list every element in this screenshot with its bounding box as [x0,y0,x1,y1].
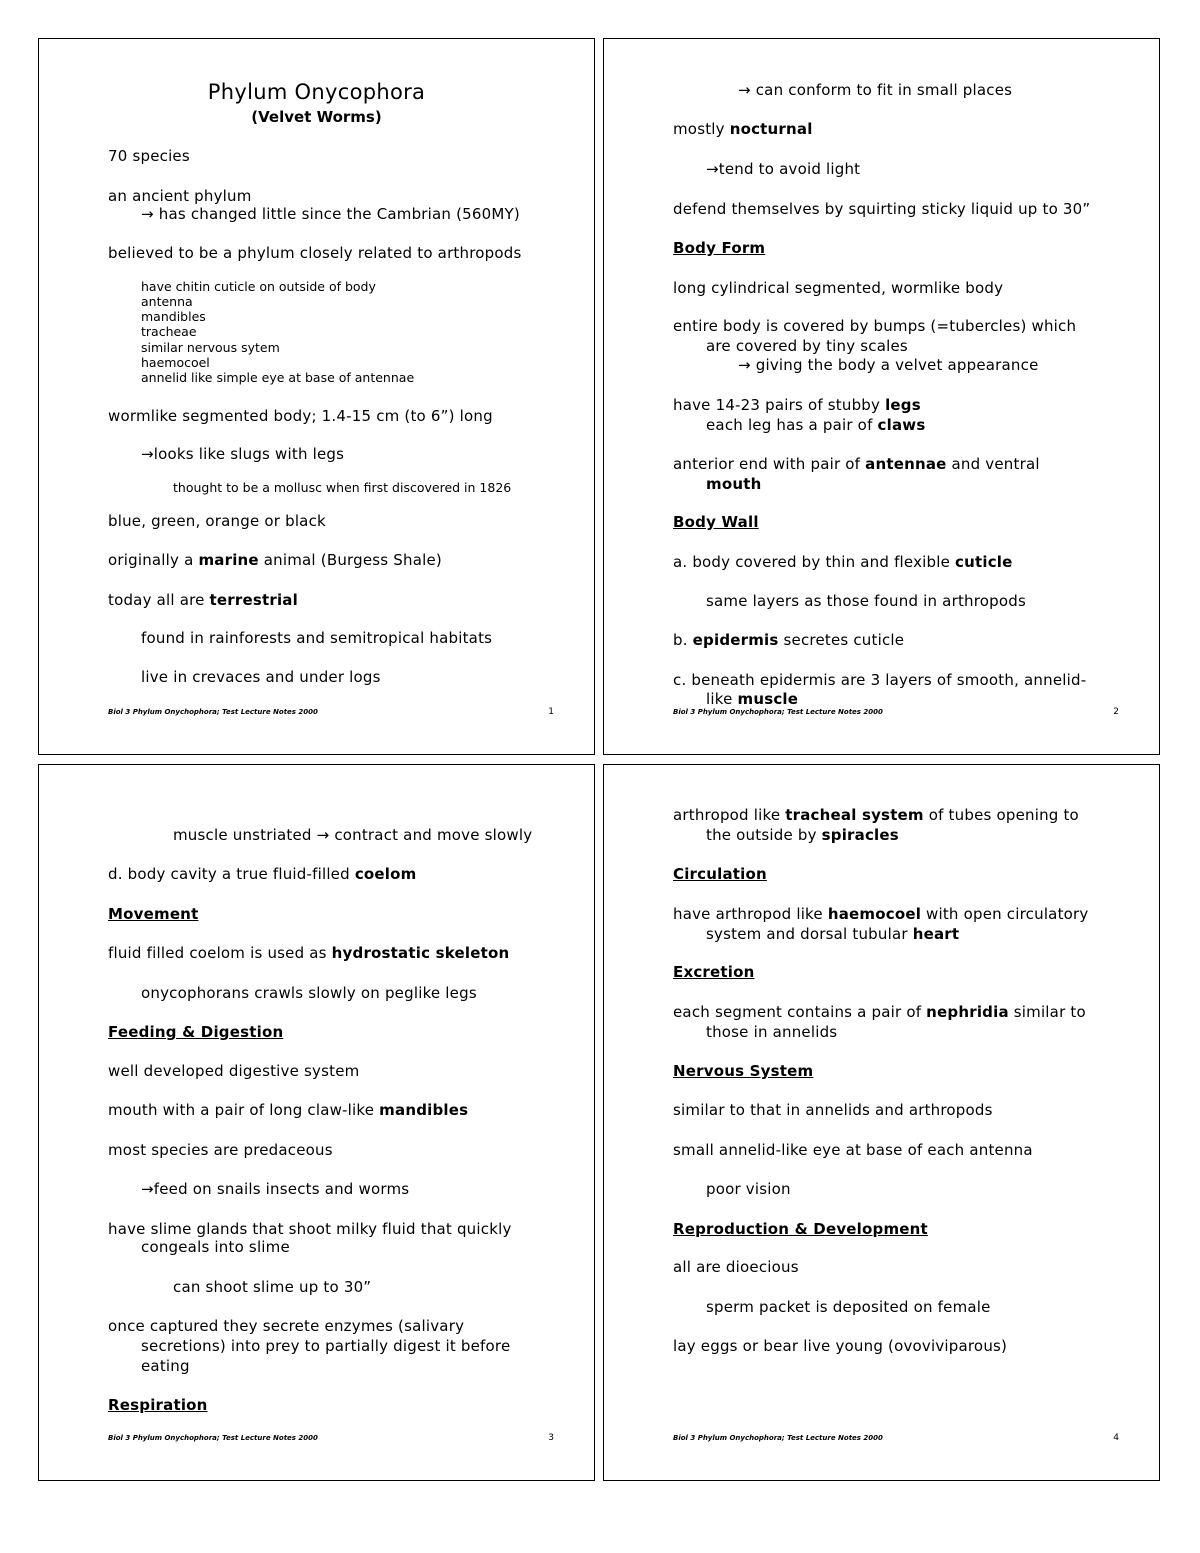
hydrostatic-line: fluid filled coelom is used as hydrostatic skeleton [108,944,510,962]
coelom-line: d. body cavity a true fluid-filled coelom [108,865,417,883]
page-number: 2 [1113,707,1119,717]
trait-item: mandibles [141,309,206,324]
cuticle-line: a. body covered by thin and flexible cuticle [673,553,1013,571]
page-number: 4 [1113,1433,1119,1443]
legs-line: have 14-23 pairs of stubby legs [673,396,921,414]
vision-line: poor vision [706,1180,791,1198]
antennae-line: anterior end with pair of antennae and ventral [673,455,1040,473]
slide-1 [38,38,595,755]
epidermis-line: b. epidermis secretes cuticle [673,631,905,649]
velvet-note: → giving the body a velvet appearance [738,356,1039,374]
trait-item: tracheae [141,324,197,339]
shoot-line: can shoot slime up to 30” [173,1278,372,1296]
species-count: 70 species [108,147,190,165]
slide-title: Phylum Onycophora [207,80,426,104]
heading-circulation: Circulation [673,865,767,883]
slide-3 [38,764,595,1481]
slime-line: have slime glands that shoot milky fluid that quickly [108,1220,512,1238]
mollusc-note: thought to be a mollusc when first discovered in 1826 [173,480,512,495]
cylinder-line: long cylindrical segmented, wormlike body [673,279,1004,297]
conform-note: → can conform to fit in small places [738,81,1013,99]
page-number: 3 [548,1433,554,1443]
colors: blue, green, orange or black [108,512,326,530]
slide-footer: Biol 3 Phylum Onychophora; Test Lecture Notes 2000 [673,708,883,716]
trait-item: annelid like simple eye at base of antennae [141,370,415,385]
slime-cont: congeals into slime [141,1238,290,1256]
trait-item: haemocoel [141,355,210,370]
heading-nervous: Nervous System [673,1062,814,1080]
nephridia-line: each segment contains a pair of nephridia similar to [673,1003,1086,1021]
slide-2 [603,38,1160,755]
heart-line: system and dorsal tubular heart [706,925,960,943]
heading-feeding: Feeding & Digestion [108,1023,284,1041]
light-note: →tend to avoid light [706,160,861,178]
heading-reproduction: Reproduction & Development [673,1220,928,1238]
slide-footer: Biol 3 Phylum Onychophora; Test Lecture Notes 2000 [108,708,318,716]
muscle-cont: like muscle [706,690,799,708]
bumps-cont: are covered by tiny scales [706,337,908,355]
slide-4 [603,764,1160,1481]
enzymes-cont: eating [141,1357,190,1375]
heading-respiration: Respiration [108,1396,208,1414]
trait-item: antenna [141,294,193,309]
terrestrial-line: today all are terrestrial [108,591,298,609]
dioecious-line: all are dioecious [673,1258,799,1276]
heading-movement: Movement [108,905,199,923]
slugs-note: →looks like slugs with legs [141,445,345,463]
marine-line: originally a marine animal (Burgess Shale) [108,551,442,569]
habitats: found in rainforests and semitropical habitats [141,629,493,647]
crawls-line: onycophorans crawls slowly on peglike legs [141,984,477,1002]
ancient-phylum: an ancient phylum [108,187,252,205]
enzymes-cont: secretions) into prey to partially digest it before [141,1337,511,1355]
nocturnal-line: mostly nocturnal [673,120,813,138]
trait-item: similar nervous sytem [141,340,280,355]
layers-line: same layers as those found in arthropods [706,592,1026,610]
snails-line: →feed on snails insects and worms [141,1180,410,1198]
trait-item: have chitin cuticle on outside of body [141,279,376,294]
defend-line: defend themselves by squirting sticky liquid up to 30” [673,200,1091,218]
eggs-line: lay eggs or bear live young (ovoviviparous) [673,1337,1008,1355]
slide-subtitle: (Velvet Worms) [251,108,382,126]
crevaces: live in crevaces and under logs [141,668,381,686]
slide-footer: Biol 3 Phylum Onychophora; Test Lecture Notes 2000 [108,1434,318,1442]
digestive-line: well developed digestive system [108,1062,360,1080]
nervous-line: similar to that in annelids and arthropods [673,1101,993,1119]
heading-body-form: Body Form [673,239,766,257]
related-arthropods: believed to be a phylum closely related to arthropods [108,244,522,262]
eye-line: small annelid-like eye at base of each antenna [673,1141,1033,1159]
mouth-line: mouth [706,475,762,493]
sperm-line: sperm packet is deposited on female [706,1298,991,1316]
page-number: 1 [548,707,554,717]
claws-line: each leg has a pair of claws [706,416,926,434]
heading-body-wall: Body Wall [673,513,759,531]
unstriated-line: muscle unstriated → contract and move slowly [173,826,533,844]
tracheal-line: arthropod like tracheal system of tubes opening to [673,806,1079,824]
bumps-line: entire body is covered by bumps (=tubercles) which [673,317,1077,335]
predaceous-line: most species are predaceous [108,1141,333,1159]
muscle-line: c. beneath epidermis are 3 layers of smooth, annelid- [673,671,1087,689]
heading-excretion: Excretion [673,963,755,981]
nephridia-cont: those in annelids [706,1023,838,1041]
ancient-detail: → has changed little since the Cambrian (560MY) [141,205,520,223]
mandibles-line: mouth with a pair of long claw-like mandibles [108,1101,469,1119]
enzymes-line: once captured they secrete enzymes (salivary [108,1317,465,1335]
haemocoel-line: have arthropod like haemocoel with open circulatory [673,905,1089,923]
spiracles-line: the outside by spiracles [706,826,899,844]
slide-footer: Biol 3 Phylum Onychophora; Test Lecture Notes 2000 [673,1434,883,1442]
body-size: wormlike segmented body; 1.4-15 cm (to 6”) long [108,407,493,425]
